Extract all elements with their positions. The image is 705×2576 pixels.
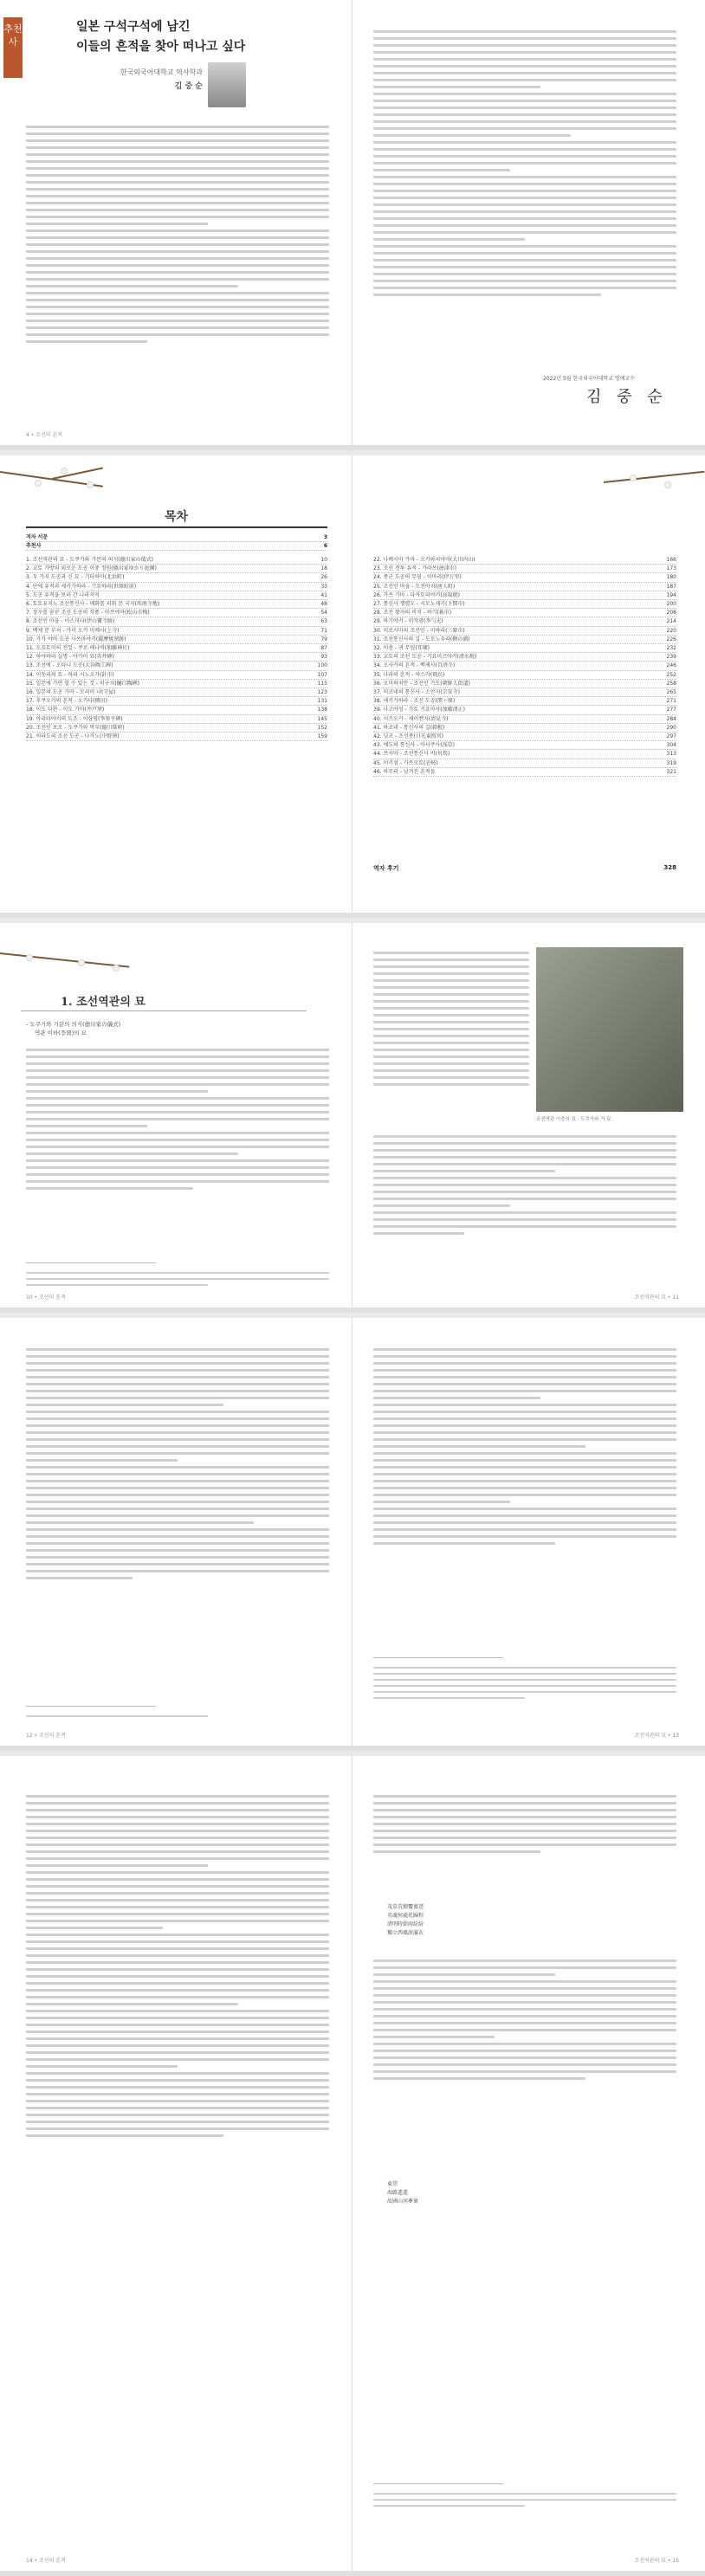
toc-page: 173 <box>666 565 676 572</box>
toc-page: 208 <box>666 610 676 617</box>
toc-label: 6. 토토유치노 조선통신사 - 매화를 피워 본 국지(埃南寺地) <box>26 601 160 608</box>
toc-label: 30. 히로시마의 조선인 - 미하라(三原市) <box>373 627 465 634</box>
toc-page: 258 <box>666 680 676 687</box>
toc-row <box>373 733 676 741</box>
article-title <box>76 17 327 55</box>
toc-row <box>373 636 676 644</box>
verse-line: 故國山河夢裏 <box>387 2198 419 2205</box>
toc-label: 34. 오사카의 흔적 - 백제사(百済寺) <box>373 662 456 669</box>
verse-block-2 <box>387 2180 418 2206</box>
toc-page: 123 <box>317 689 327 696</box>
toc-page: 321 <box>666 768 676 775</box>
toc-row <box>373 768 676 777</box>
toc-label: 22. 나베시마 가마 - 오카와치야마(大川内山) <box>373 557 475 563</box>
toc-page: 48 <box>320 601 327 608</box>
toc-page: 297 <box>666 733 676 740</box>
toc-label: 12. 하야하라 실명 - 아카이 묘(赤井碑) <box>26 654 114 661</box>
photo-caption: 조선역관 이중의 묘 · 도쿠가와 가 묘 <box>536 1117 611 1122</box>
toc-page: 313 <box>666 751 676 758</box>
text-block-right-3 <box>373 1955 676 2163</box>
toc-label: 46. 마무리 - 남겨진 흔적들 <box>373 768 436 775</box>
toc-row <box>373 759 676 768</box>
spread-text-2 <box>0 1756 705 2576</box>
text-block-left <box>26 1344 329 1664</box>
toc-label: 27. 통신사 행렬도 - 시모노세키(下関市) <box>373 601 465 608</box>
toc-row <box>373 627 676 636</box>
toc-row <box>26 706 327 714</box>
grave-photo <box>536 947 683 1112</box>
toc-label: 36. 오미하치만 - 조선인 가도(朝鮮人街道) <box>373 680 470 687</box>
toc-row <box>373 609 676 617</box>
toc-row <box>26 715 327 724</box>
toc-label: 25. 조선인 마을 - 도진마치(唐人町) <box>373 583 456 590</box>
footer-right: 조선역관의 묘 • 15 <box>634 2558 679 2564</box>
toc-row <box>26 609 327 617</box>
page-right-toc <box>352 455 705 913</box>
toc-page: 115 <box>317 680 327 687</box>
chapter-title: 1. 조선역관의 묘 <box>61 996 146 1009</box>
toc-page: 63 <box>320 618 327 625</box>
toc-page: 131 <box>317 698 327 705</box>
page-left-chapter <box>0 923 352 1307</box>
toc-row <box>373 583 676 591</box>
verse-block <box>387 1903 424 1938</box>
footer-left: 14 • 조선의 흔적 <box>26 2558 66 2564</box>
toc-row <box>26 653 327 662</box>
toc-page: 18 <box>320 565 327 572</box>
toc-row <box>26 533 327 542</box>
toc-row <box>373 671 676 680</box>
toc-label: 5. 도공 유적을 보러 간 나라지역 <box>26 591 100 598</box>
toc-row <box>373 573 676 582</box>
toc-label: 13. 조선에 - 오타니 도공(大谷陶工碑) <box>26 662 113 669</box>
footer-left: 4 • 조선의 흔적 <box>26 432 63 438</box>
text-block-right <box>373 1344 676 1638</box>
author-affiliation: 한국외국어대학교 역사학과 <box>120 68 203 76</box>
toc-label: 39. 나고야성 - 가토 기요마사(加藤清正) <box>373 707 465 713</box>
toc-row <box>26 556 327 565</box>
spread-text-1 <box>0 1318 705 1751</box>
toc-label: 9. 백제 분 부처 - 카미 오카 미메사(上寺) <box>26 627 120 634</box>
toc-row <box>26 644 327 653</box>
toc-label: 15. 일본에 가면 할 수 있는 것 - 히구치(樋口陶碑) <box>26 680 139 687</box>
toc-row <box>26 697 327 706</box>
footnotes-right <box>373 1662 676 1714</box>
toc-label: 44. 쓰시마 - 조선통신사 비(対馬) <box>373 751 450 758</box>
text-block-right-2 <box>373 1791 676 1895</box>
toc-row <box>373 662 676 670</box>
toc-label: 35. 나라의 흔적 - 아스카(飛鳥) <box>373 671 445 678</box>
toc-epilogue <box>373 864 676 873</box>
toc-row <box>26 724 327 733</box>
toc-list-left <box>26 556 327 741</box>
toc-label: 3. 두 가지 도공과 신 묘 - 기타하마(北浜町) <box>26 574 125 581</box>
toc-page: 138 <box>317 707 327 713</box>
toc-epilogue-page: 328 <box>663 864 676 871</box>
footer-left: 12 • 조선의 흔적 <box>26 1733 66 1739</box>
toc-label: 38. 세키가하라 - 조선 도공(関ヶ原) <box>373 698 456 705</box>
toc-page: 159 <box>317 733 327 740</box>
footnotes-right-2 <box>373 2489 676 2523</box>
toc-row <box>373 591 676 600</box>
toc-label: 추천사 <box>26 543 42 550</box>
toc-row <box>373 556 676 565</box>
toc-label: 2. 교토 가방의 외로운 도공 이중 정원(德川家ゆかり庭園) <box>26 565 157 572</box>
toc-preface <box>26 533 327 551</box>
toc-label: 8. 조선인 마을 - 이스미타(伊の寶寺跡) <box>26 618 115 625</box>
chapter-text-right <box>373 947 529 1120</box>
verse-line: 淸明時節雨紛紛 <box>387 1921 424 1927</box>
toc-row <box>373 741 676 750</box>
toc-page: 100 <box>317 662 327 669</box>
toc-label: 42. 닛코 - 조선종(日光東照宮) <box>373 733 444 740</box>
toc-page: 3 <box>323 534 327 540</box>
toc-label: 41. 하코네 - 통신사의 길(箱根) <box>373 724 445 731</box>
page-right-chapter <box>352 923 705 1307</box>
toc-row <box>373 715 676 724</box>
chapter-subtitle-2: 역관 이하(李賀)의 묘 <box>35 1030 87 1036</box>
title-line-1: 일본 구석구석에 남긴 <box>76 20 191 34</box>
toc-page: 271 <box>666 698 676 705</box>
toc-row <box>26 542 327 551</box>
toc-page: 252 <box>666 671 676 678</box>
toc-page: 152 <box>317 724 327 731</box>
toc-label: 19. 아리타야키의 도조 - 이삼평(李参平碑) <box>26 715 123 722</box>
toc-list-right <box>373 556 676 777</box>
toc-label: 4. 단에 유적과 세키가하라 - 기요하라(世原町前) <box>26 583 137 590</box>
toc-title: 목차 <box>164 510 189 524</box>
toc-label: 31. 조선통신사의 길 - 도모노우라(鞆の浦) <box>373 636 470 642</box>
toc-label: 17. 후쿠오카의 흔적 - 오카다(岡田) <box>26 698 107 705</box>
toc-page: 10 <box>320 557 327 563</box>
toc-row <box>26 636 327 644</box>
toc-page: 26 <box>320 574 327 581</box>
footer-right: 조선역관의 묘 • 13 <box>634 1733 679 1739</box>
toc-page: 246 <box>666 662 676 669</box>
toc-label: 43. 에도의 통신사 - 아사쿠사(浅草) <box>373 742 455 749</box>
footer-right: 조선역관의 묘 • 11 <box>634 1294 679 1301</box>
toc-row <box>26 688 327 697</box>
verse-line: 茂草荒烟覆墓迹 <box>387 1904 424 1910</box>
toc-row <box>373 697 676 706</box>
toc-label: 1. 조선역관의 묘 - 도쿠가와 가문의 의식(德川家の儀式) <box>26 557 153 563</box>
toc-label: 28. 조선 왕자의 비석 - 하기(萩市) <box>373 610 452 617</box>
toc-label: 40. 시즈오카 - 세이켄지(清見寺) <box>373 715 449 722</box>
toc-row <box>373 617 676 626</box>
toc-page: 319 <box>666 759 676 766</box>
verse-line: 海路遙遙 <box>387 2190 409 2196</box>
page-right-text-2 <box>352 1756 705 2571</box>
toc-label: 16. 일본의 도공 가마 - 모리미 나(守屋) <box>26 689 116 696</box>
footnote-left <box>26 1711 329 1723</box>
toc-page: 54 <box>320 610 327 617</box>
toc-page: 277 <box>666 707 676 713</box>
toc-label: 29. 하기야키 - 이작광(李勺光) <box>373 618 443 625</box>
toc-label: 32. 이총 - 귀 무덤(耳塚) <box>373 645 430 652</box>
verse-line: 獨立西風淚滿衣 <box>387 1930 424 1936</box>
toc-row <box>373 644 676 653</box>
page-right-text <box>352 1318 705 1746</box>
footer-left: 10 • 조선의 흔적 <box>26 1294 66 1301</box>
toc-label: 18. 이도 다완 - 이도 가마(井戸窯) <box>26 707 105 713</box>
toc-page: 87 <box>320 645 327 652</box>
toc-page: 107 <box>317 671 327 678</box>
toc-page: 6 <box>323 543 327 550</box>
toc-page: 194 <box>666 591 676 598</box>
toc-label: 14. 이동리의 토 - 하리 시노오카(針市) <box>26 671 114 678</box>
toc-label: 21. 히라도의 조선 도공 - 나카노(中野窯) <box>26 733 120 740</box>
toc-page: 226 <box>666 636 676 642</box>
toc-epilogue-label: 역자 후기 <box>373 865 399 872</box>
toc-page: 290 <box>666 724 676 731</box>
toc-label: 23. 조선 전투 유적 - 가라쓰(唐津市) <box>373 565 457 572</box>
chapter-footnote <box>26 1268 329 1294</box>
toc-row <box>373 706 676 714</box>
page-left <box>0 0 352 445</box>
toc-page: 220 <box>666 627 676 634</box>
toc-page: 284 <box>666 715 676 722</box>
toc-row <box>26 591 327 600</box>
page-left-text <box>0 1318 352 1746</box>
toc-page: 166 <box>666 557 676 563</box>
toc-label: 10. 가가 야마 도공 사쓰마야키(薩摩焼窯跡) <box>26 636 126 642</box>
toc-page: 93 <box>320 654 327 661</box>
toc-row <box>373 680 676 688</box>
signature-date: 2022년 5월 한국외국어대학교 명예교수 <box>543 376 635 382</box>
toc-row <box>26 617 327 626</box>
page-left-text-2 <box>0 1756 352 2571</box>
verse-line: 英魂何處托歸程 <box>387 1913 424 1919</box>
page-right <box>352 0 705 445</box>
toc-page: 232 <box>666 645 676 652</box>
chapter-subtitle: - 도쿠가와 가문의 의식(德川家の儀式) <box>26 1021 121 1028</box>
toc-label: 저자 서문 <box>26 534 49 540</box>
toc-page: 200 <box>666 601 676 608</box>
toc-label: 26. 가쓰 가마 - 다카토리야키(高取焼) <box>373 591 460 598</box>
toc-row <box>373 750 676 759</box>
chapter-text-right-2 <box>373 1131 676 1278</box>
toc-row <box>26 662 327 670</box>
toc-label: 37. 히코네의 통신사 - 소안지(宗安寺) <box>373 689 460 696</box>
toc-page: 79 <box>320 636 327 642</box>
toc-label: 20. 조선인 포로 - 도쿠가와 막부(德川幕府) <box>26 724 125 731</box>
toc-label: 33. 교토의 조선 도공 - 기요미즈야키(清水焼) <box>373 654 477 661</box>
toc-page: 304 <box>666 742 676 749</box>
toc-page: 33 <box>320 583 327 590</box>
author-name: 김 중 순 <box>174 82 203 91</box>
toc-page: 145 <box>317 715 327 722</box>
toc-label: 11. 도요토미의 전일 - 쿠로 해나비(加藤神社) <box>26 645 130 652</box>
body-text-right <box>373 26 676 372</box>
toc-page: 180 <box>666 574 676 581</box>
body-text <box>26 121 329 398</box>
toc-row <box>373 565 676 573</box>
chapter-rule <box>21 1010 307 1011</box>
toc-row <box>26 627 327 636</box>
toc-row <box>26 565 327 573</box>
spread-toc <box>0 455 705 918</box>
toc-row <box>26 680 327 688</box>
spread-preface <box>0 0 705 450</box>
toc-row <box>373 600 676 609</box>
author-photo <box>208 62 246 107</box>
toc-label: 45. 이키섬 - 가쓰모토(壱岐) <box>373 759 438 766</box>
toc-row <box>26 671 327 680</box>
toc-label: 7. 장수를 꿈꾼 조선 도공의 작품 - 마쓰야마(松山市梅) <box>26 610 150 617</box>
text-block-left-2 <box>26 1791 329 2518</box>
chapter-text <box>26 1044 329 1252</box>
section-tag: 추천사 <box>3 17 23 78</box>
page-left-toc <box>0 455 352 913</box>
toc-label: 24. 종군 도공의 무덤 - 이마리(伊万里) <box>373 574 462 581</box>
toc-row <box>26 583 327 591</box>
signature: 김 중 순 <box>586 388 668 406</box>
toc-row <box>26 733 327 741</box>
verse-line: 東望 <box>387 2181 398 2187</box>
toc-page: 214 <box>666 618 676 625</box>
toc-page: 41 <box>320 591 327 598</box>
toc-row <box>26 600 327 609</box>
toc-page: 265 <box>666 689 676 696</box>
toc-row <box>373 653 676 662</box>
title-line-2: 이들의 흔적을 찾아 떠나고 싶다 <box>76 40 246 54</box>
toc-page: 71 <box>320 627 327 634</box>
toc-page: 187 <box>666 583 676 590</box>
spread-chapter-opener <box>0 923 705 1313</box>
toc-row <box>373 688 676 697</box>
toc-page: 239 <box>666 654 676 661</box>
toc-row <box>26 573 327 582</box>
toc-rule <box>26 526 327 528</box>
toc-row <box>373 724 676 733</box>
author-block <box>81 68 203 91</box>
